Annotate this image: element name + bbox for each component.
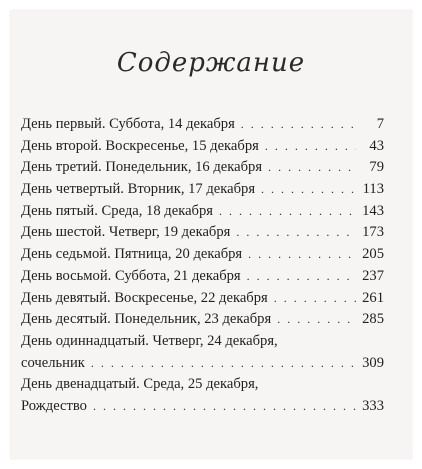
toc-entry	[21, 244, 384, 266]
toc-entry	[21, 309, 384, 331]
toc-entry-page: 143	[362, 202, 384, 219]
toc-entry	[21, 136, 384, 158]
leader-dots	[268, 157, 356, 177]
toc-entry	[21, 222, 384, 244]
toc-entry-title: День шестой. Четверг, 19 декабря	[21, 224, 231, 241]
toc-entry	[21, 114, 384, 136]
toc-entry-title: День пятый. Среда, 18 декабря	[21, 202, 213, 219]
toc-entry-page: 79	[369, 159, 384, 176]
toc-entry	[21, 201, 384, 223]
book-page	[10, 10, 412, 459]
toc-entry-title-continued: сочельник	[21, 354, 85, 371]
leader-dots	[93, 396, 356, 416]
toc-entry-page: 333	[362, 397, 384, 414]
leader-dots	[265, 136, 356, 156]
toc-entry-title: День восьмой. Суббота, 21 декабря	[21, 267, 241, 284]
leader-dots	[274, 288, 356, 308]
toc-entry	[21, 374, 384, 417]
toc-entry-page: 237	[362, 267, 384, 284]
leader-dots	[241, 114, 356, 134]
toc-entry-page: 43	[369, 137, 384, 154]
toc-entry-title: День двенадцатый. Среда, 25 декабря,	[21, 376, 259, 393]
toc-entry-title: День второй. Воскресенье, 15 декабря	[21, 137, 259, 154]
leader-dots	[248, 244, 356, 264]
leader-dots	[236, 222, 356, 242]
toc-entry-page: 173	[362, 224, 384, 241]
toc-entry-page: 113	[362, 181, 384, 198]
toc-entry-title: День десятый. Понедельник, 23 декабря	[21, 311, 272, 328]
table-of-contents	[21, 114, 384, 418]
leader-dots	[219, 201, 356, 221]
toc-entry-title: День девятый. Воскресенье, 22 декабря	[21, 289, 268, 306]
toc-entry	[21, 288, 384, 310]
toc-entry-page: 261	[362, 289, 384, 306]
toc-entry	[21, 179, 384, 201]
toc-entry-title: День четвертый. Вторник, 17 декабря	[21, 181, 256, 198]
toc-entry	[21, 157, 384, 179]
leader-dots	[91, 353, 356, 373]
toc-entry-page: 309	[362, 354, 384, 371]
leader-dots	[277, 309, 356, 329]
toc-entry-title-continued: Рождество	[21, 397, 87, 414]
toc-entry-title: День третий. Понедельник, 16 декабря	[21, 159, 263, 176]
toc-entry	[21, 331, 384, 374]
toc-entry-title: День одиннадцатый. Четверг, 24 декабря,	[21, 332, 278, 349]
leader-dots	[261, 179, 356, 199]
toc-entry	[21, 266, 384, 288]
page-title: Содержание	[116, 48, 306, 78]
leader-dots	[247, 266, 356, 286]
toc-entry-title: День седьмой. Пятница, 20 декабря	[21, 246, 243, 263]
toc-entry-page: 7	[376, 116, 384, 132]
toc-entry-page: 285	[362, 311, 384, 328]
toc-entry-title: День первый. Суббота, 14 декабря	[21, 116, 235, 132]
toc-entry-page: 205	[362, 246, 384, 263]
